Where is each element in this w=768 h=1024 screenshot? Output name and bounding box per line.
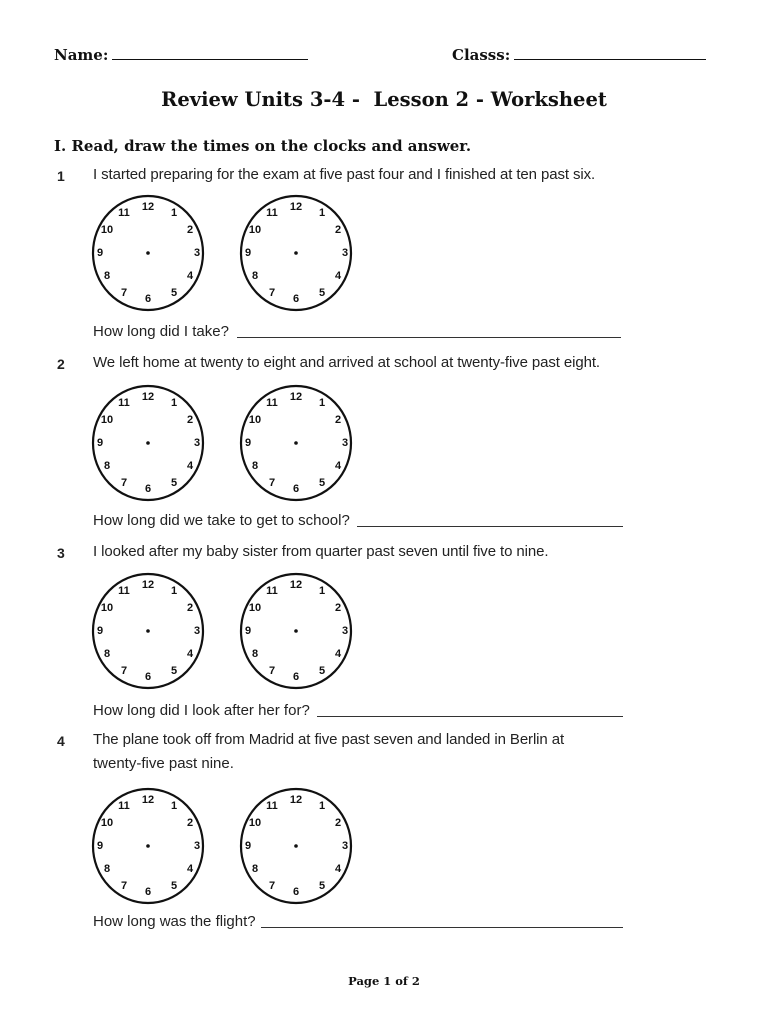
clock-numeral: 7 bbox=[120, 287, 128, 299]
clock-numeral: 1 bbox=[318, 800, 326, 812]
clock-face[interactable] bbox=[236, 382, 356, 504]
clock-center-dot bbox=[146, 629, 150, 633]
clock-numeral: 12 bbox=[289, 579, 303, 591]
header-row bbox=[0, 46, 768, 70]
clock-numeral: 2 bbox=[186, 602, 194, 614]
clock-face[interactable] bbox=[88, 382, 208, 504]
clock-numeral: 10 bbox=[100, 602, 114, 614]
clock-numeral: 5 bbox=[318, 287, 326, 299]
clock-numeral: 6 bbox=[292, 886, 300, 898]
clock-numeral: 2 bbox=[334, 602, 342, 614]
clock-center-dot bbox=[294, 844, 298, 848]
question-1-start-clock[interactable] bbox=[88, 192, 208, 314]
clock-numeral: 6 bbox=[292, 483, 300, 495]
clock-numeral: 10 bbox=[248, 224, 262, 236]
worksheet-title: Review Units 3-4 - Lesson 2 - Worksheet bbox=[161, 88, 607, 111]
clock-numeral: 8 bbox=[103, 863, 111, 875]
clock-numeral: 1 bbox=[318, 585, 326, 597]
clock-numeral: 10 bbox=[100, 817, 114, 829]
question-2-end-clock[interactable] bbox=[236, 382, 356, 504]
clock-face[interactable] bbox=[88, 192, 208, 314]
question-4-answer[interactable] bbox=[93, 913, 256, 930]
clock-numeral: 6 bbox=[144, 483, 152, 495]
question-1-end-clock[interactable] bbox=[236, 192, 356, 314]
clock-numeral: 9 bbox=[96, 437, 104, 449]
clock-numeral: 6 bbox=[144, 293, 152, 305]
clock-numeral: 12 bbox=[289, 391, 303, 403]
clock-numeral: 12 bbox=[141, 391, 155, 403]
question-4-text-line2: twenty-five past nine. bbox=[93, 755, 234, 772]
clock-numeral: 6 bbox=[144, 671, 152, 683]
clock-numeral: 3 bbox=[341, 247, 349, 259]
clock-numeral: 1 bbox=[318, 397, 326, 409]
question-3-number: 3 bbox=[57, 545, 65, 561]
clock-numeral: 3 bbox=[341, 625, 349, 637]
name-blank-line[interactable] bbox=[112, 47, 308, 60]
question-3-answer-line[interactable] bbox=[317, 716, 623, 717]
clock-numeral: 3 bbox=[193, 437, 201, 449]
clock-numeral: 4 bbox=[334, 270, 342, 282]
clock-numeral: 7 bbox=[268, 665, 276, 677]
clock-numeral: 1 bbox=[170, 585, 178, 597]
clock-numeral: 5 bbox=[318, 880, 326, 892]
clock-face[interactable] bbox=[236, 785, 356, 907]
question-3-prompt: How long did I look after her for? bbox=[93, 702, 310, 719]
question-1-answer[interactable] bbox=[93, 323, 229, 340]
clock-numeral: 6 bbox=[292, 671, 300, 683]
question-2-number: 2 bbox=[57, 356, 65, 372]
clock-numeral: 12 bbox=[141, 794, 155, 806]
question-3-end-clock[interactable] bbox=[236, 570, 356, 692]
clock-numeral: 10 bbox=[248, 817, 262, 829]
class-field[interactable] bbox=[452, 46, 706, 64]
question-3-start-clock[interactable] bbox=[88, 570, 208, 692]
question-4-text: The plane took off from Madrid at five past seven and landed in Berlin at bbox=[93, 731, 565, 748]
clock-numeral: 10 bbox=[100, 224, 114, 236]
clock-numeral: 8 bbox=[103, 270, 111, 282]
clock-numeral: 9 bbox=[244, 247, 252, 259]
question-1-answer-line[interactable] bbox=[237, 337, 621, 338]
clock-numeral: 9 bbox=[96, 247, 104, 259]
clock-numeral: 3 bbox=[193, 625, 201, 637]
clock-numeral: 3 bbox=[341, 437, 349, 449]
question-2-start-clock[interactable] bbox=[88, 382, 208, 504]
clock-numeral: 11 bbox=[266, 207, 278, 219]
clock-numeral: 7 bbox=[268, 880, 276, 892]
question-4-prompt: How long was the flight? bbox=[93, 913, 256, 930]
clock-numeral: 8 bbox=[103, 648, 111, 660]
clock-numeral: 5 bbox=[170, 665, 178, 677]
class-blank-line[interactable] bbox=[514, 47, 706, 60]
clock-face[interactable] bbox=[88, 570, 208, 692]
question-2-text: We left home at twenty to eight and arrived at school at twenty-five past eight. bbox=[93, 354, 600, 371]
clock-numeral: 2 bbox=[334, 224, 342, 236]
clock-numeral: 8 bbox=[251, 648, 259, 660]
page-footer: Page 1 of 2 bbox=[348, 974, 420, 988]
question-4-number: 4 bbox=[57, 733, 65, 749]
clock-face[interactable] bbox=[236, 192, 356, 314]
clock-numeral: 5 bbox=[318, 477, 326, 489]
clock-numeral: 1 bbox=[170, 800, 178, 812]
clock-numeral: 10 bbox=[248, 414, 262, 426]
clock-numeral: 11 bbox=[266, 585, 278, 597]
clock-numeral: 2 bbox=[334, 817, 342, 829]
clock-numeral: 2 bbox=[186, 414, 194, 426]
clock-numeral: 7 bbox=[120, 665, 128, 677]
question-2-prompt: How long did we take to get to school? bbox=[93, 512, 350, 529]
question-4-answer-line[interactable] bbox=[261, 927, 623, 928]
clock-numeral: 4 bbox=[334, 863, 342, 875]
clock-face[interactable] bbox=[236, 570, 356, 692]
question-1-text: I started preparing for the exam at five past four and I finished at ten past six. bbox=[93, 166, 596, 183]
class-label: Classs: bbox=[452, 46, 511, 64]
clock-numeral: 11 bbox=[118, 585, 130, 597]
clock-numeral: 7 bbox=[120, 477, 128, 489]
clock-numeral: 8 bbox=[251, 270, 259, 282]
clock-numeral: 12 bbox=[141, 579, 155, 591]
clock-center-dot bbox=[146, 251, 150, 255]
clock-numeral: 9 bbox=[96, 840, 104, 852]
clock-numeral: 2 bbox=[334, 414, 342, 426]
question-1-number: 1 bbox=[57, 168, 65, 184]
clock-numeral: 8 bbox=[251, 863, 259, 875]
clock-numeral: 11 bbox=[118, 397, 130, 409]
section-heading: I. Read, draw the times on the clocks and answer. bbox=[54, 137, 472, 155]
clock-numeral: 11 bbox=[118, 207, 130, 219]
clock-numeral: 9 bbox=[244, 437, 252, 449]
clock-numeral: 4 bbox=[334, 648, 342, 660]
question-3-answer[interactable] bbox=[93, 702, 310, 719]
clock-numeral: 1 bbox=[170, 207, 178, 219]
clock-numeral: 7 bbox=[268, 287, 276, 299]
clock-face[interactable] bbox=[88, 785, 208, 907]
clock-numeral: 5 bbox=[170, 880, 178, 892]
clock-numeral: 3 bbox=[341, 840, 349, 852]
clock-numeral: 7 bbox=[268, 477, 276, 489]
clock-center-dot bbox=[294, 251, 298, 255]
question-1-prompt: How long did I take? bbox=[93, 323, 229, 340]
clock-numeral: 11 bbox=[118, 800, 130, 812]
question-4-end-clock[interactable] bbox=[236, 785, 356, 907]
question-3-text: I looked after my baby sister from quarter past seven until five to nine. bbox=[93, 543, 549, 560]
clock-numeral: 10 bbox=[248, 602, 262, 614]
question-2-answer-line[interactable] bbox=[357, 526, 623, 527]
clock-numeral: 4 bbox=[186, 270, 194, 282]
question-4-start-clock[interactable] bbox=[88, 785, 208, 907]
clock-numeral: 5 bbox=[170, 287, 178, 299]
clock-numeral: 8 bbox=[251, 460, 259, 472]
clock-numeral: 6 bbox=[144, 886, 152, 898]
name-label: Name: bbox=[54, 46, 109, 64]
clock-numeral: 1 bbox=[318, 207, 326, 219]
clock-numeral: 5 bbox=[170, 477, 178, 489]
clock-numeral: 9 bbox=[96, 625, 104, 637]
clock-center-dot bbox=[146, 844, 150, 848]
clock-center-dot bbox=[146, 441, 150, 445]
clock-numeral: 4 bbox=[186, 863, 194, 875]
clock-numeral: 3 bbox=[193, 247, 201, 259]
clock-numeral: 4 bbox=[334, 460, 342, 472]
clock-numeral: 4 bbox=[186, 648, 194, 660]
clock-numeral: 5 bbox=[318, 665, 326, 677]
clock-center-dot bbox=[294, 629, 298, 633]
question-2-answer[interactable] bbox=[93, 512, 350, 529]
clock-center-dot bbox=[294, 441, 298, 445]
clock-numeral: 9 bbox=[244, 625, 252, 637]
clock-numeral: 3 bbox=[193, 840, 201, 852]
clock-numeral: 11 bbox=[266, 397, 278, 409]
clock-numeral: 2 bbox=[186, 817, 194, 829]
clock-numeral: 9 bbox=[244, 840, 252, 852]
name-field[interactable] bbox=[54, 46, 308, 64]
clock-numeral: 12 bbox=[141, 201, 155, 213]
clock-numeral: 1 bbox=[170, 397, 178, 409]
clock-numeral: 12 bbox=[289, 201, 303, 213]
clock-numeral: 8 bbox=[103, 460, 111, 472]
clock-numeral: 7 bbox=[120, 880, 128, 892]
clock-numeral: 10 bbox=[100, 414, 114, 426]
clock-numeral: 11 bbox=[266, 800, 278, 812]
clock-numeral: 6 bbox=[292, 293, 300, 305]
clock-numeral: 12 bbox=[289, 794, 303, 806]
clock-numeral: 4 bbox=[186, 460, 194, 472]
clock-numeral: 2 bbox=[186, 224, 194, 236]
